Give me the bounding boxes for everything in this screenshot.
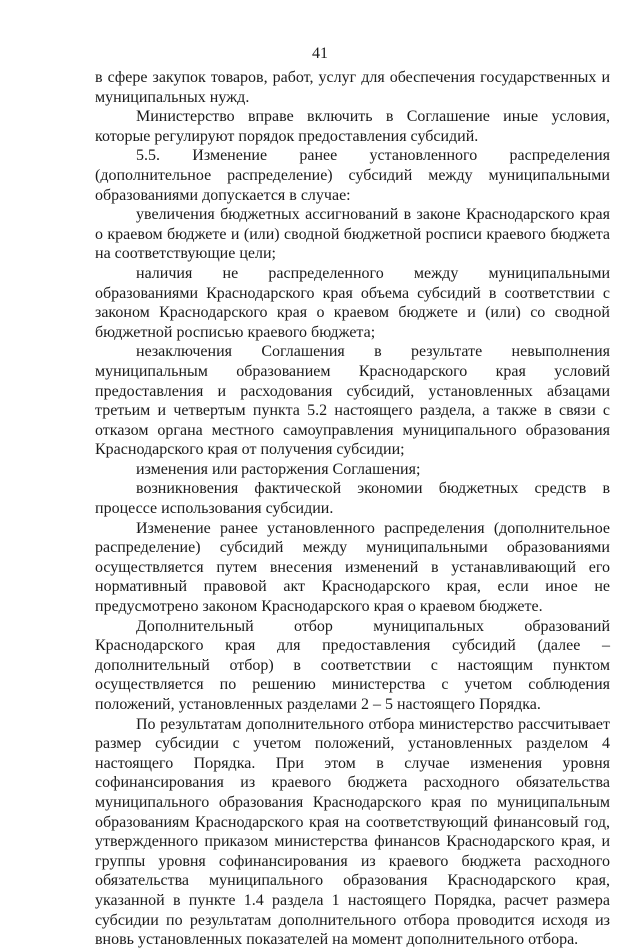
paragraph: По результатам дополнительного отбора министерство рассчитывает размер субсидии с учетом положений, установленных разделом 4 настоящего Порядка. При этом в случае изменения уровня софинансирования из краевого бюджета расходного обязательства муниципального образования Краснодарского края по муниципальным образованиям Краснодарского края на соответствующий финансовый год, утвержденного приказом министерства финансов Краснодарского края, и группы уровня софинансирования из краевого бюджета расходного обязательства муниципального образования Краснодарского края, указанной в пункте 1.4 раздела 1 настоящего Порядка, расчет размера субсидии по результатам дополнительного отбора проводится исходя из вновь установленных показателей на момент дополнительного отбора. <box>95 715 610 949</box>
paragraph: Дополнительный отбор муниципальных образований Краснодарского края для предоставления субсидий (далее – дополнительный отбор) в соответствии с настоящим пунктом осуществляется по решению министерства с учетом соблюдения положений, установленных разделами 2 – 5 настоящего Порядка. <box>95 617 610 713</box>
paragraph: наличия не распределенного между муниципальными образованиями Краснодарского края объема субсидий в соответствии с законом Краснодарского края о краевом бюджете и (или) со сводной бюджетной росписью краевого бюджета; <box>95 264 610 341</box>
paragraph: изменения или расторжения Соглашения; <box>136 460 421 478</box>
paragraph: в сфере закупок товаров, работ, услуг для обеспечения государственных и муниципальных нужд. <box>95 69 610 106</box>
page-number: 41 <box>312 45 328 62</box>
paragraph: незаключения Соглашения в результате невыполнения муниципальным образованием Краснодарского края условий предоставления и расходования субсидий, установленных абзацами третьим и четвертым пункта 5.2 настоящего раздела, а также в связи с отказом органа местного самоуправления муниципального образования Краснодарского края от получения субсидии; <box>95 343 610 459</box>
paragraph: Министерство вправе включить в Соглашение иные условия, которые регулируют порядок предоставления субсидий. <box>95 108 610 145</box>
paragraph: Изменение ранее установленного распределения (дополнительное распределение) субсидий между муниципальными образованиями осуществляется путем внесения изменений в устанавливающий его нормативный правовой акт Краснодарского края, если иное не предусмотрено законом Краснодарского края о краевом бюджете. <box>95 519 610 616</box>
paragraph: возникновения фактической экономии бюджетных средств в процессе использования субсидии. <box>95 480 610 518</box>
paragraph: увеличения бюджетных ассигнований в законе Краснодарского края о краевом бюджете и (или) сводной бюджетной росписи краевого бюджета на соответствующие цели; <box>95 206 610 263</box>
document-body <box>95 68 610 950</box>
paragraph: 5.5. Изменение ранее установленного распределения (дополнительное распределение) субсидий между муниципальными образованиями допускается в случае: <box>95 147 610 204</box>
